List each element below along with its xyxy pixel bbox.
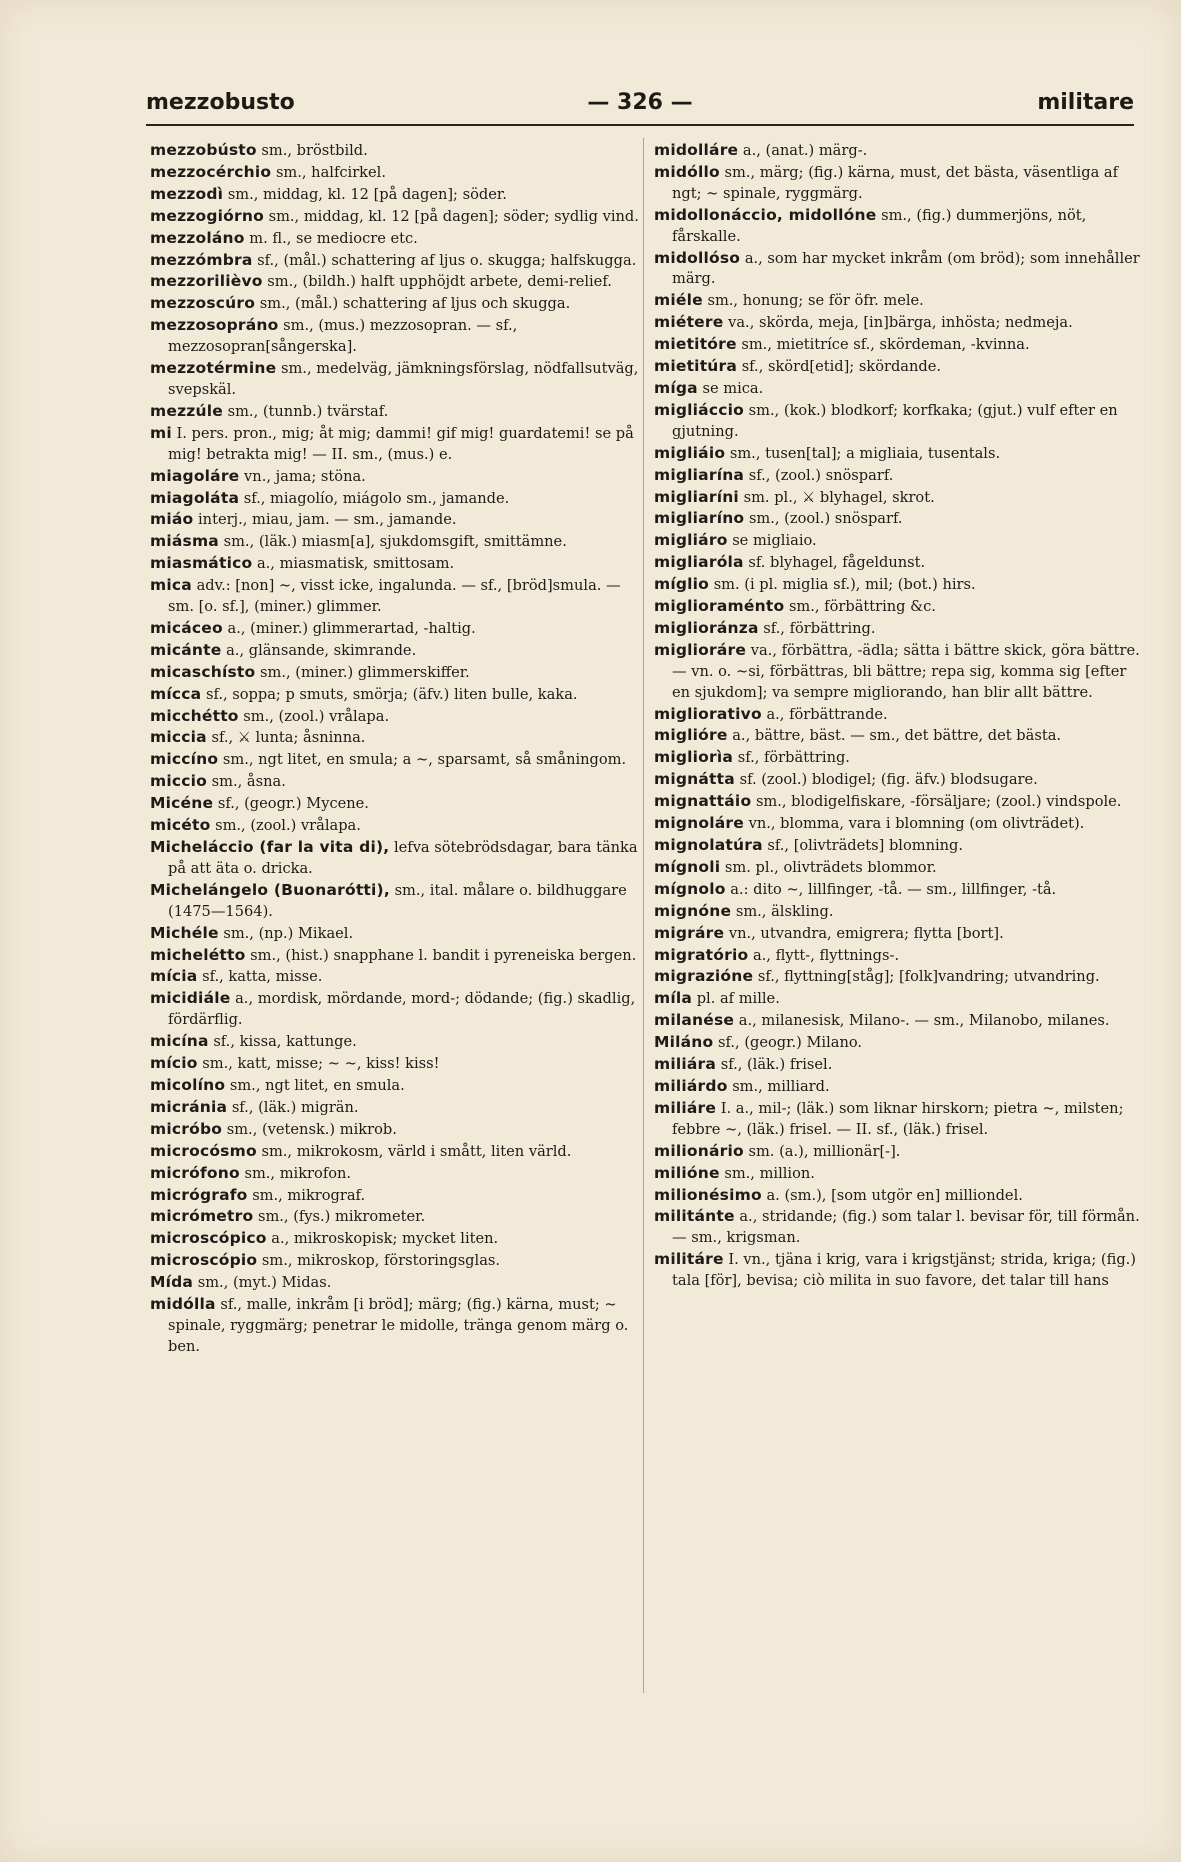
- headword: microcósmo: [150, 1141, 257, 1160]
- dictionary-entry: [654, 618, 1144, 640]
- headword: migráre: [654, 923, 725, 942]
- definition: I. pers. pron., mig; åt mig; dammi! gif mig! guardatemi! se på mig! betrakta mig! — II. sm., (mus.) e.: [168, 424, 634, 463]
- definition: sm., mietitríce sf., skördeman, -kvinna.: [741, 336, 1030, 354]
- dictionary-entry: [150, 1163, 640, 1185]
- definition: sm., ngt litet, en smula; a ~, sparsamt, så småningom.: [222, 751, 627, 769]
- definition: sf., (mål.) schattering af ljus o. skugga; halfskugga.: [257, 251, 637, 269]
- headword: migliaróla: [654, 553, 744, 572]
- headword: midóllo: [654, 162, 720, 181]
- definition: sm., (fys.) mikrometer.: [257, 1208, 426, 1226]
- headword: mignóne: [654, 901, 732, 920]
- dictionary-entry: [150, 488, 640, 510]
- dictionary-entry: [150, 423, 640, 466]
- dictionary-entry: [150, 1053, 640, 1075]
- definition: a., milanesisk, Milano-. — sm., Milanobo, milanes.: [738, 1012, 1110, 1030]
- definition: sf., malle, inkråm [i bröd]; märg; (fig.) kärna, must; ~ spinale, ryggmärg; penetrar le midolle, tränga genom märg o. ben.: [168, 1296, 629, 1355]
- definition: sm., ital. målare o. bildhuggare (1475—1564).: [168, 881, 627, 920]
- definition: sm. (a.), millionär[-].: [748, 1142, 901, 1160]
- dictionary-entry: [150, 1250, 640, 1272]
- headword: miétere: [654, 313, 724, 332]
- definition: sm., (zool.) vrålapa.: [215, 817, 361, 835]
- headword: Michelángelo (Buonarótti),: [150, 880, 390, 899]
- definition: sf., kissa, kattunge.: [213, 1033, 357, 1051]
- definition: sm., halfcirkel.: [275, 163, 386, 181]
- definition: se mica.: [702, 379, 764, 397]
- definition: I. vn., tjäna i krig, vara i krigstjänst; strida, kriga; (fig.) tala [för], bevisa; ciò milita in suo favore, det talar till hans: [672, 1251, 1136, 1290]
- headword: mignolatúra: [654, 836, 763, 854]
- definition: sm., (fig.) dummerjöns, nöt, fårskalle.: [672, 206, 1087, 245]
- definition: a., mikroskopisk; mycket liten.: [271, 1230, 499, 1248]
- dictionary-entry: [150, 1119, 640, 1141]
- headword: milionário: [654, 1141, 744, 1160]
- dictionary-entry: [654, 1010, 1144, 1032]
- headword: mezzúle: [150, 401, 223, 420]
- definition: sm., (tunnb.) tvärstaf.: [227, 402, 389, 420]
- definition: sm., (vetensk.) mikrob.: [226, 1120, 397, 1138]
- definition: sf., skörd[etid]; skördande.: [741, 358, 942, 376]
- headword: migliáio: [654, 443, 726, 462]
- definition: a., (miner.) glimmerartad, -haltig.: [227, 619, 476, 637]
- definition: sm., bröstbild.: [261, 142, 368, 159]
- headword: mezzoscúro: [150, 294, 256, 313]
- dictionary-entry: [654, 769, 1144, 791]
- headword: mígnoli: [654, 857, 721, 876]
- headword: miglióre: [654, 726, 728, 745]
- headword: midollóso: [654, 248, 741, 267]
- definition: sm., (zool.) snösparf.: [748, 510, 903, 528]
- headword: míglio: [654, 575, 710, 594]
- definition: sf., (geogr.) Milano.: [718, 1034, 863, 1052]
- definition: sm., förbättring &c.: [788, 598, 936, 616]
- dictionary-entry: [150, 880, 640, 923]
- headword: militánte: [654, 1207, 735, 1226]
- headword: mezzotérmine: [150, 359, 277, 378]
- headword: miagoláta: [150, 488, 240, 507]
- dictionary-entry: [150, 140, 640, 162]
- dictionary-entry: [654, 334, 1144, 356]
- dictionary-entry: [150, 250, 640, 272]
- headword: mietitúra: [654, 357, 738, 376]
- definition: sm., katt, misse; ~ ~, kiss! kiss!: [202, 1055, 440, 1073]
- dictionary-entry: [654, 857, 1144, 879]
- dictionary-entry: [654, 487, 1144, 509]
- dictionary-entry: [654, 966, 1144, 988]
- headword: micránia: [150, 1097, 228, 1116]
- dictionary-entry: [150, 1031, 640, 1053]
- headword: micchétto: [150, 706, 239, 725]
- definition: a., flytt-, flyttnings-.: [752, 946, 900, 964]
- definition: sm., (läk.) miasm[a], sjukdomsgift, smittämne.: [223, 533, 567, 551]
- definition: lefva sötebrödsdagar, bara tänka på att äta o. dricka.: [168, 839, 638, 877]
- dictionary-entry: [654, 400, 1144, 443]
- headword: milióne: [654, 1163, 720, 1182]
- headword: mica: [150, 576, 192, 595]
- headword: mi: [150, 423, 172, 442]
- dictionary-entry: [654, 312, 1144, 334]
- headword: mietitóre: [654, 335, 737, 354]
- page-number: — 326 —: [587, 90, 693, 115]
- headword: mezzobústo: [150, 141, 257, 159]
- dictionary-entry: [150, 793, 640, 815]
- headword: migliáccio: [654, 400, 744, 419]
- dictionary-entry: [654, 747, 1144, 769]
- dictionary-entry: [150, 271, 640, 293]
- dictionary-entry: [150, 662, 640, 684]
- dictionary-entry: [654, 552, 1144, 574]
- definition: sm., åsna.: [211, 773, 286, 791]
- headword: míga: [654, 378, 698, 397]
- headword: micolíno: [150, 1075, 226, 1094]
- dictionary-entry: [150, 1075, 640, 1097]
- definition: sm., honung; se för öfr. mele.: [707, 292, 924, 310]
- definition: interj., miau, jam. — sm., jamande.: [198, 511, 457, 529]
- dictionary-entry: [150, 988, 640, 1031]
- definition: sf., [olivträdets] blomning.: [767, 837, 964, 854]
- column-divider: [643, 138, 644, 1693]
- definition: sf., flyttning[ståg]; [folk]vandring; utvandring.: [757, 968, 1100, 986]
- dictionary-entry: [654, 248, 1144, 291]
- definition: sf., (zool.) snösparf.: [748, 466, 894, 484]
- dictionary-entry: [654, 1054, 1144, 1076]
- dictionary-entry: [654, 205, 1144, 248]
- definition: adv.: [non] ~, visst icke, ingalunda. — sf., [bröd]smula. — sm. [o. sf.], (miner.) glimmer.: [168, 577, 621, 616]
- headword: midólla: [150, 1295, 216, 1314]
- headword: miáo: [150, 510, 194, 529]
- dictionary-entry: [654, 1206, 1144, 1249]
- definition: sf., (läk.) frisel.: [720, 1056, 833, 1074]
- definition: sf., (geogr.) Mycene.: [217, 795, 369, 813]
- headword: Michéle: [150, 923, 219, 942]
- headword: miéle: [654, 291, 703, 310]
- definition: sf., katta, misse.: [202, 968, 323, 986]
- dictionary-entry: [150, 1097, 640, 1119]
- dictionary-entry: [654, 879, 1144, 901]
- definition: sm., (miner.) glimmerskiffer.: [260, 663, 470, 681]
- headword: miccíno: [150, 750, 219, 769]
- headword: micrófono: [150, 1163, 240, 1182]
- definition: sf., förbättring.: [763, 619, 876, 637]
- dictionary-entry: [150, 509, 640, 531]
- header-rule: [146, 124, 1134, 126]
- definition: a., mordisk, mördande, mord-; dödande; (fig.) skadlig, fördärflig.: [168, 990, 636, 1029]
- dictionary-entry: [150, 727, 640, 749]
- dictionary-entry: [654, 835, 1144, 857]
- headword: migliaríni: [654, 487, 739, 506]
- dictionary-entry: [150, 684, 640, 706]
- definition: sm., middag, kl. 12 [på dagen]; söder.: [227, 185, 507, 203]
- headword: miccia: [150, 728, 207, 747]
- definition: sm., (hist.) snapphane l. bandit i pyreneiska bergen.: [250, 946, 637, 964]
- definition: sm., (mus.) mezzosopran. — sf., mezzosopran[sångerska].: [168, 317, 518, 356]
- headword: mezzogiórno: [150, 206, 264, 225]
- definition: pl. af mille.: [696, 990, 780, 1008]
- dictionary-entry: [654, 1163, 1144, 1185]
- definition: sm. pl., olivträdets blommor.: [724, 858, 937, 876]
- dictionary-entry: [150, 228, 640, 250]
- dictionary-entry: [150, 206, 640, 228]
- definition: sm., (bildh.) halft upphöjdt arbete, demi-relief.: [267, 273, 612, 291]
- dictionary-entry: [654, 945, 1144, 967]
- dictionary-entry: [150, 749, 640, 771]
- definition: sm., mikrokosm, värld i smått, liten värld.: [261, 1142, 572, 1160]
- headword: micáceo: [150, 618, 223, 637]
- headword: miglioraménto: [654, 597, 785, 616]
- dictionary-entry: [150, 945, 640, 967]
- headword: migliorativo: [654, 704, 762, 723]
- definition: a., (anat.) märg-.: [742, 142, 868, 159]
- dictionary-entry: [654, 596, 1144, 618]
- headword: milanése: [654, 1011, 735, 1030]
- dictionary-entry: [150, 837, 640, 880]
- headword: miliárdo: [654, 1076, 728, 1095]
- dictionary-entry: [150, 575, 640, 618]
- dictionary-entry: [654, 813, 1144, 835]
- definition: sf. (zool.) blodigel; (fig. äfv.) blodsugare.: [739, 771, 1038, 789]
- headword: migrazióne: [654, 967, 754, 986]
- headword: míla: [654, 989, 693, 1008]
- dictionary-entry: [150, 1185, 640, 1207]
- headword: mezzosopráno: [150, 316, 279, 335]
- dictionary-entry: [654, 508, 1144, 530]
- headword: mícia: [150, 967, 198, 986]
- definition: sm., milliard.: [732, 1077, 830, 1095]
- headword: micaschísto: [150, 662, 256, 681]
- definition: sm., million.: [724, 1164, 815, 1182]
- dictionary-entry: [654, 1185, 1144, 1207]
- headword: mezzoláno: [150, 228, 245, 247]
- dictionary-entry: [150, 293, 640, 315]
- definition: sm., mikrograf.: [252, 1186, 366, 1204]
- headword: micéto: [150, 816, 211, 835]
- definition: sf., miagolío, miágolo sm., jamande.: [243, 489, 510, 507]
- headword: migliarína: [654, 465, 745, 484]
- dictionary-entry: [150, 162, 640, 184]
- dictionary-entry: [654, 923, 1144, 945]
- definition: vn., blomma, vara i blomning (om olivträdet).: [748, 815, 1085, 833]
- definition: a., miasmatisk, smittosam.: [256, 555, 455, 573]
- right-column: [654, 140, 1144, 1292]
- headword: Micéne: [150, 794, 214, 813]
- dictionary-entry: [654, 443, 1144, 465]
- definition: I. a., mil-; (läk.) som liknar hirskorn; pietra ~, milsten; febbre ~, (läk.) frisel. — II. sf., (läk.) frisel.: [672, 1099, 1124, 1138]
- dictionary-entry: [654, 530, 1144, 552]
- dictionary-entry: [150, 640, 640, 662]
- definition: sm., mikroskop, förstoringsglas.: [261, 1252, 501, 1270]
- headword: milionésimo: [654, 1185, 762, 1204]
- definition: sm., tusen[tal]; a migliaia, tusentals.: [729, 444, 1001, 462]
- dictionary-entry: [654, 704, 1144, 726]
- headword: mignátta: [654, 770, 735, 789]
- headword: militáre: [654, 1250, 724, 1269]
- definition: sm., middag, kl. 12 [på dagen]; söder; sydlig vind.: [268, 207, 639, 225]
- definition: va., förbättra, -ädla; sätta i bättre skick, göra bättre. — vn. o. ~si, förbättras, bli bättre; repa sig, komma sig [efter en sjukdom]; va sempre migliorando, han blir allt bättre.: [672, 641, 1140, 701]
- dictionary-entry: [654, 640, 1144, 704]
- dictionary-entry: [654, 1032, 1144, 1054]
- headword: miliáre: [654, 1098, 717, 1117]
- dictionary-entry: [654, 1141, 1144, 1163]
- definition: sm., älskling.: [735, 902, 834, 920]
- headword: miliára: [654, 1055, 717, 1074]
- headword: midollonáccio, midollóne: [654, 205, 877, 224]
- dictionary-entry: [654, 378, 1144, 400]
- dictionary-entry: [150, 966, 640, 988]
- headword: miasmático: [150, 554, 253, 573]
- headword: mezzocérchio: [150, 162, 272, 181]
- headword: miglioráre: [654, 640, 747, 659]
- dictionary-entry: [150, 358, 640, 401]
- headword: micidiále: [150, 989, 231, 1008]
- headword: michelétto: [150, 945, 246, 964]
- dictionary-entry: [654, 356, 1144, 378]
- headword: mícca: [150, 684, 202, 703]
- dictionary-entry: [654, 290, 1144, 312]
- definition: sm. (i pl. miglia sf.), mil; (bot.) hirs.: [713, 576, 976, 594]
- definition: sm., (zool.) vrålapa.: [243, 707, 390, 725]
- dictionary-entry: [150, 531, 640, 553]
- headword: micrógrafo: [150, 1185, 248, 1204]
- dictionary-entry: [654, 725, 1144, 747]
- definition: sm., (myt.) Midas.: [197, 1274, 332, 1292]
- dictionary-entry: [150, 923, 640, 945]
- headword: miásma: [150, 532, 219, 551]
- definition: sf., soppa; p smuts, smörja; (äfv.) liten bulle, kaka.: [205, 685, 578, 703]
- headword: microscópico: [150, 1229, 267, 1248]
- dictionary-entry: [654, 901, 1144, 923]
- dictionary-entry: [654, 1249, 1144, 1292]
- definition: a., förbättrande.: [766, 705, 888, 723]
- dictionary-entry: [654, 162, 1144, 205]
- headword: micína: [150, 1032, 209, 1051]
- dictionary-entry: [654, 574, 1144, 596]
- headword: midolláre: [654, 141, 739, 159]
- definition: a., glänsande, skimrande.: [226, 641, 417, 659]
- page-header: [146, 90, 1134, 120]
- headword: Miláno: [654, 1033, 714, 1052]
- header-last-word: militare: [1037, 90, 1134, 115]
- headword: migliorìa: [654, 748, 734, 767]
- dictionary-entry: [654, 1076, 1144, 1098]
- dictionary-entry: [150, 401, 640, 423]
- dictionary-entry: [654, 1098, 1144, 1141]
- definition: vn., utvandra, emigrera; flytta [bort].: [728, 924, 1004, 942]
- definition: a.: dito ~, lillfinger, -tå. — sm., lillfinger, -tå.: [730, 880, 1057, 898]
- headword: migliáro: [654, 531, 728, 550]
- definition: m. fl., se mediocre etc.: [249, 229, 418, 247]
- dictionary-entry: [150, 553, 640, 575]
- headword: miglioránza: [654, 618, 759, 637]
- headword: Mída: [150, 1273, 194, 1292]
- headword: migliaríno: [654, 509, 745, 528]
- headword: micróbo: [150, 1119, 223, 1138]
- dictionary-entry: [150, 466, 640, 488]
- headword: mício: [150, 1054, 198, 1073]
- headword: micánte: [150, 640, 222, 659]
- dictionary-entry: [150, 771, 640, 793]
- headword: mígnolo: [654, 879, 726, 898]
- definition: sm., (mål.) schattering af ljus och skugga.: [259, 295, 571, 313]
- headword: mezzómbra: [150, 250, 253, 269]
- definition: sm., ngt litet, en smula.: [229, 1076, 405, 1094]
- dictionary-entry: [150, 184, 640, 206]
- definition: sm., blodigelfiskare, -försäljare; (zool.) vindspole.: [755, 793, 1122, 811]
- dictionary-entry: [654, 988, 1144, 1010]
- definition: sf., förbättring.: [737, 749, 850, 767]
- headword: mezzorilièvo: [150, 272, 263, 291]
- dictionary-entry: [654, 791, 1144, 813]
- definition: a., bättre, bäst. — sm., det bättre, det bästa.: [732, 727, 1062, 745]
- dictionary-entry: [150, 1206, 640, 1228]
- definition: sm., medelväg, jämkningsförslag, nödfallsutväg, svepskäl.: [168, 360, 639, 398]
- headword: miccio: [150, 772, 208, 791]
- definition: sm., mikrofon.: [244, 1164, 352, 1182]
- definition: sm., (np.) Mikael.: [223, 924, 354, 942]
- dictionary-entry: [150, 1294, 640, 1358]
- dictionary-entry: [150, 1272, 640, 1294]
- definition: sf., (läk.) migrän.: [231, 1098, 359, 1116]
- headword: mignattáio: [654, 792, 752, 811]
- definition: vn., jama; stöna.: [244, 467, 366, 485]
- dictionary-entry: [150, 815, 640, 837]
- dictionary-entry: [654, 140, 1144, 162]
- headword: micrómetro: [150, 1207, 254, 1226]
- definition: sf. blyhagel, fågeldunst.: [748, 554, 926, 572]
- dictionary-entry: [150, 315, 640, 358]
- definition: sm., märg; (fig.) kärna, must, det bästa, väsentliga af ngt; ~ spinale, ryggmärg.: [672, 163, 1119, 202]
- left-column: [150, 140, 640, 1358]
- definition: a., stridande; (fig.) som talar l. bevisar för, till förmån. — sm., krigsman.: [672, 1208, 1140, 1247]
- definition: a., som har mycket inkråm (om bröd); som innehåller märg.: [672, 249, 1140, 288]
- dictionary-entry: [150, 618, 640, 640]
- definition: sm. pl., ⚔ blyhagel, skrot.: [743, 488, 935, 506]
- header-first-word: mezzobusto: [146, 90, 295, 115]
- headword: miagoláre: [150, 466, 240, 485]
- headword: Micheláccio (far la vita di),: [150, 838, 390, 856]
- definition: va., skörda, meja, [in]bärga, inhösta; nedmeja.: [728, 314, 1073, 332]
- headword: mezzodì: [150, 184, 224, 203]
- definition: a. (sm.), [som utgör en] milliondel.: [766, 1186, 1023, 1204]
- dictionary-entry: [150, 1141, 640, 1163]
- headword: mignoláre: [654, 814, 744, 833]
- dictionary-entry: [150, 706, 640, 728]
- definition: se migliaio.: [732, 532, 817, 550]
- definition: sf., ⚔ lunta; åsninna.: [211, 729, 366, 747]
- headword: migratório: [654, 945, 749, 964]
- definition: sm., (kok.) blodkorf; korfkaka; (gjut.) vulf efter en gjutning.: [672, 401, 1118, 440]
- dictionary-entry: [150, 1228, 640, 1250]
- headword: microscópio: [150, 1251, 258, 1270]
- dictionary-entry: [654, 465, 1144, 487]
